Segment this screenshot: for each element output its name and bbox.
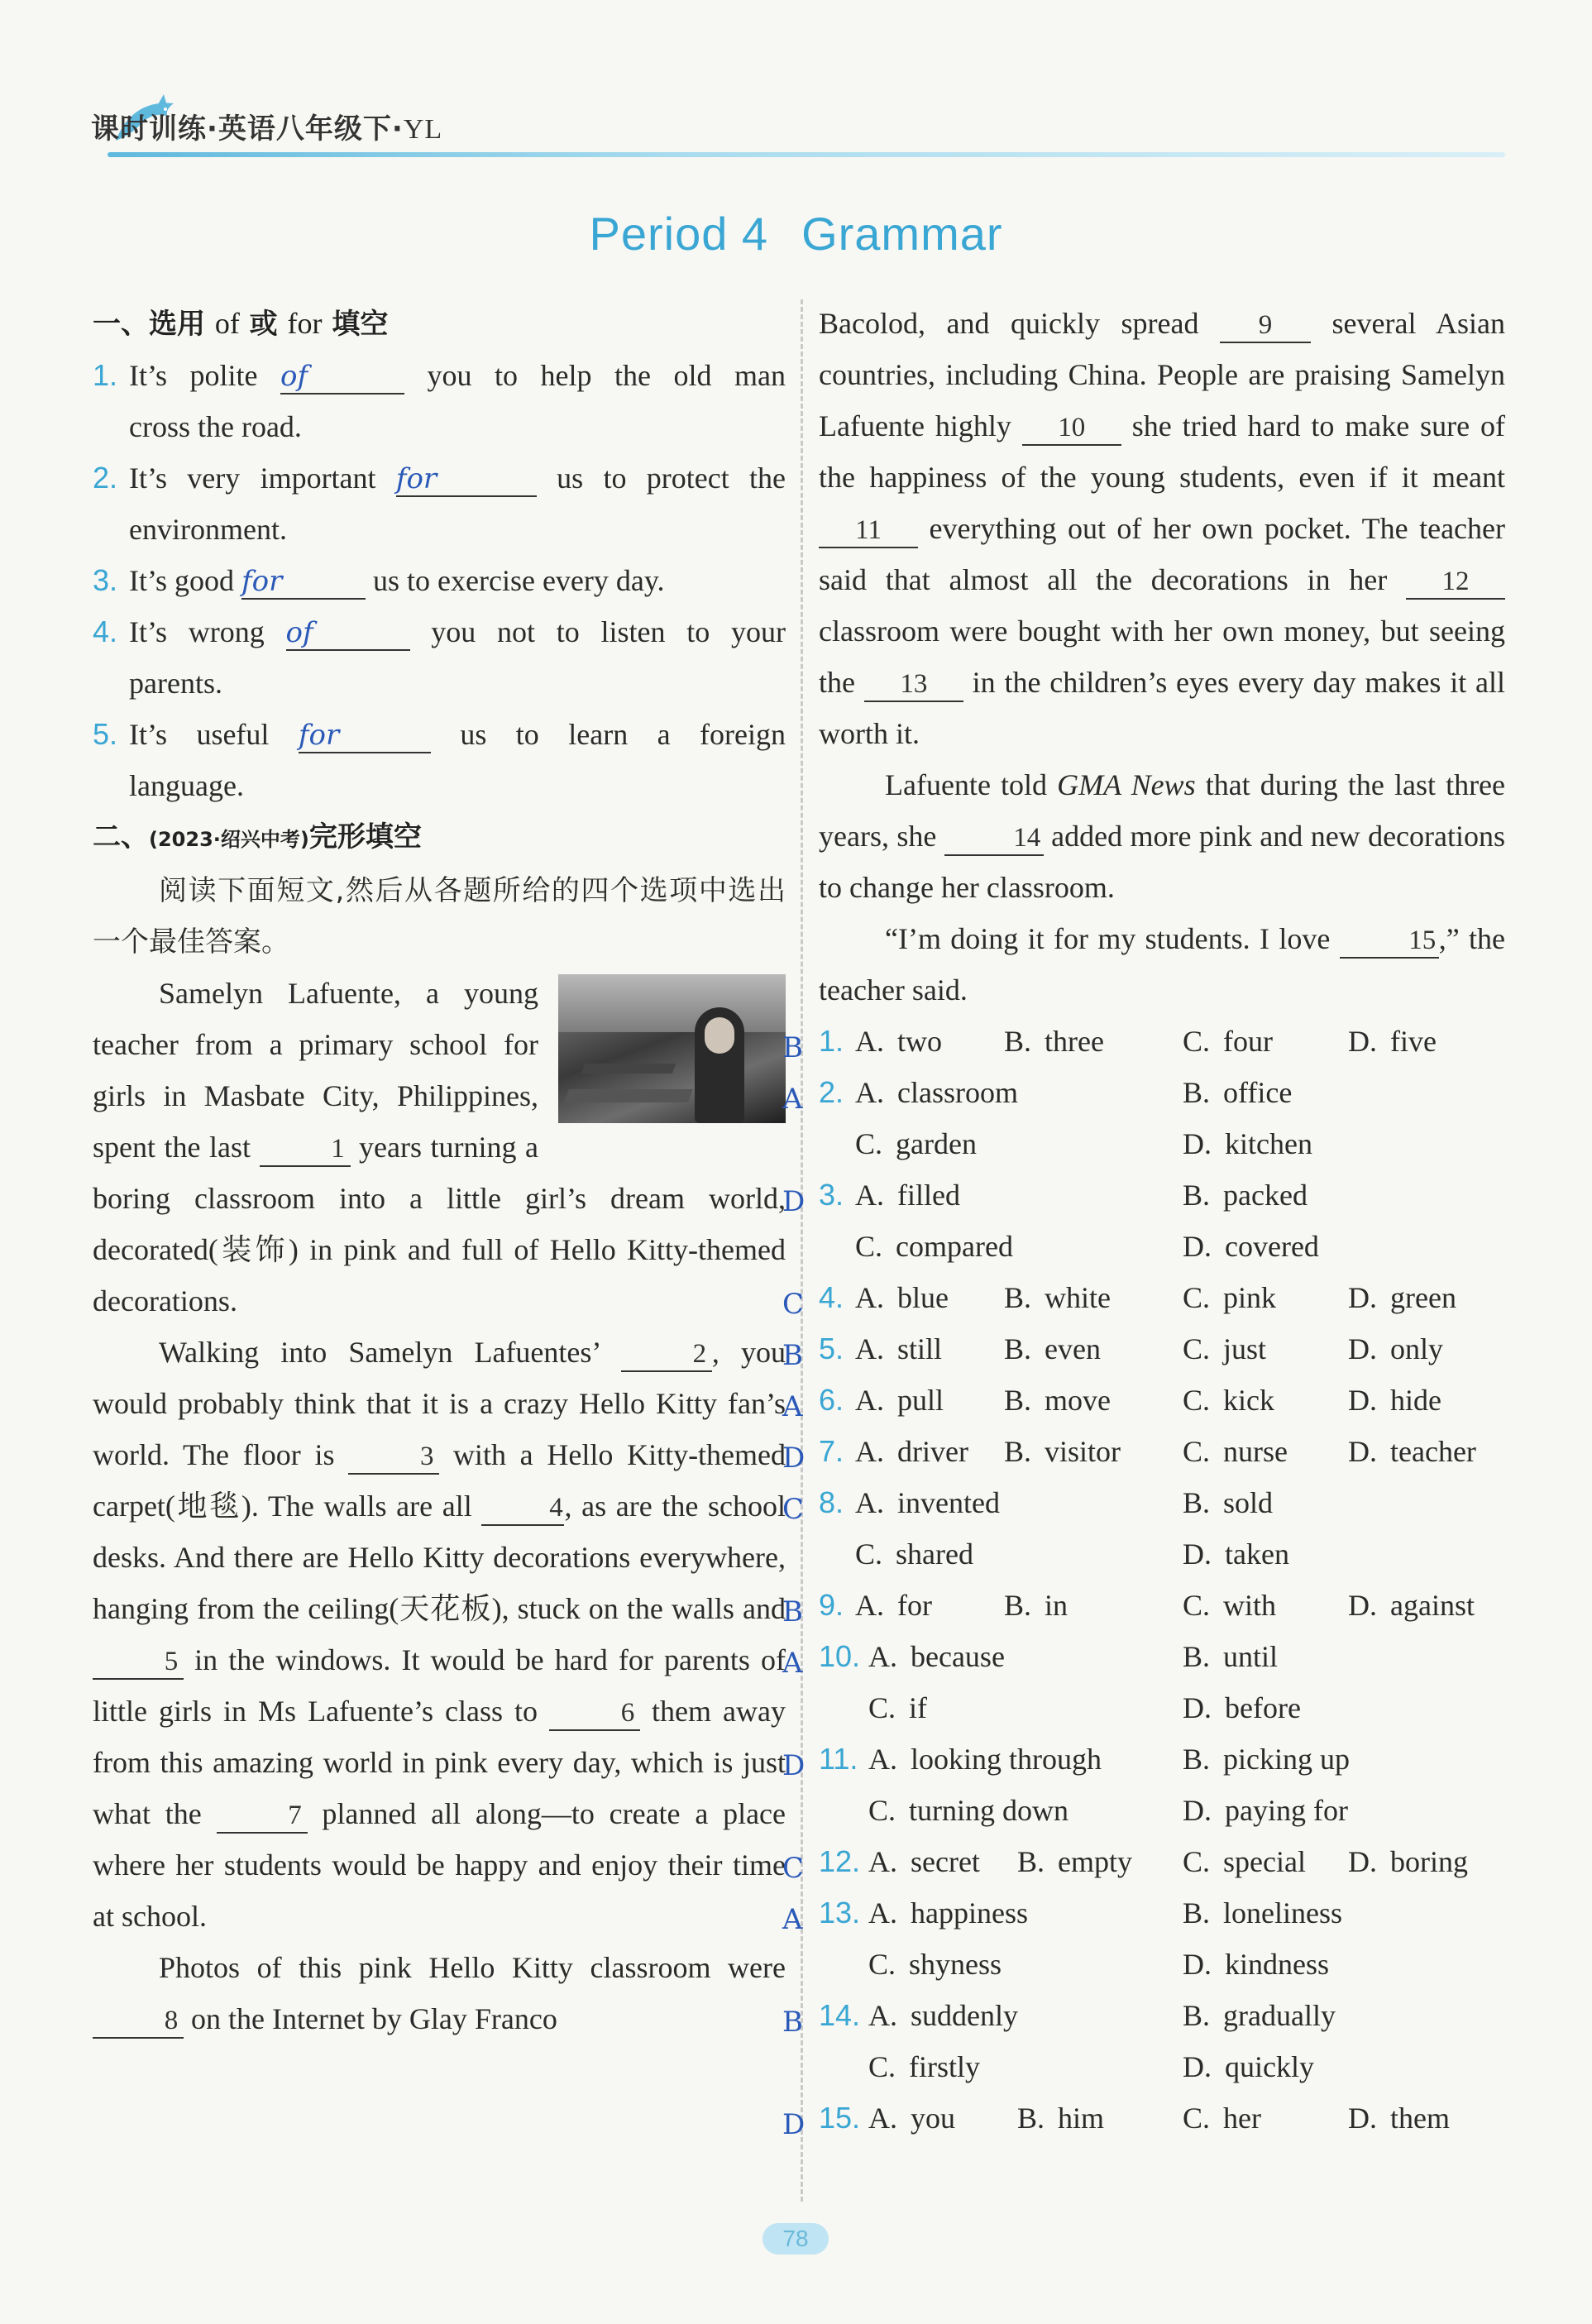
cloze-blank-5[interactable]: 5 — [93, 1645, 184, 1680]
option-d[interactable]: D. teacher — [1348, 1435, 1476, 1468]
question-number: 8. — [819, 1485, 844, 1519]
passage-paragraph-1: Samelyn Lafuente, a young teacher from a primary school for girls in Masbate City, Philippines, spent the last 1 years turning a boring classroom into a little girl’s dream world, decorated(装饰) in pink and full of Hello Kitty-themed decorations. — [93, 968, 786, 1327]
question-10-row — [782, 1631, 1505, 1682]
question-4-row — [782, 1272, 1505, 1323]
option-b[interactable]: B. even — [1004, 1332, 1101, 1365]
passage-paragraph-3-start: Photos of this pink Hello Kitty classroom were 8 on the Internet by Glay Franco — [93, 1942, 786, 2044]
left-column — [93, 298, 786, 2044]
cloze-blank-12[interactable]: 12 — [1406, 565, 1505, 600]
cloze-blank-13[interactable]: 13 — [864, 667, 963, 702]
cloze-blank-2[interactable]: 2 — [621, 1337, 712, 1372]
option-a[interactable]: A. blue — [855, 1281, 949, 1314]
question-number: 4. — [819, 1280, 844, 1314]
option-b[interactable]: B. him — [1017, 2102, 1105, 2135]
option-b[interactable]: B. white — [1004, 1281, 1111, 1314]
option-a[interactable]: A. still — [855, 1332, 943, 1365]
cloze-blank-1[interactable]: 1 — [260, 1132, 351, 1167]
option-d[interactable]: D. kindness — [1183, 1948, 1329, 1981]
question-1-row — [782, 1016, 1505, 1067]
question-14-row — [782, 1990, 1505, 2041]
option-d[interactable]: D. quickly — [1183, 2050, 1314, 2083]
option-c[interactable]: C. just — [1183, 1332, 1267, 1365]
fill-item-4: 4. It’s wrong of you not to listen to your — [93, 614, 786, 649]
header-rule — [108, 152, 1505, 157]
option-c[interactable]: C. compared — [855, 1230, 1013, 1263]
answer-mark: D — [782, 1749, 806, 1782]
answer-mark: A — [782, 1390, 803, 1423]
question-6-row — [782, 1375, 1505, 1426]
option-b[interactable]: B. in — [1004, 1589, 1069, 1622]
question-number: 14. — [819, 1998, 861, 2032]
answer-mark: C — [782, 1493, 805, 1526]
option-d[interactable]: D. taken — [1183, 1537, 1289, 1571]
option-d[interactable]: D. paying for — [1183, 1794, 1348, 1827]
answer-blank[interactable]: for — [241, 564, 366, 600]
question-number: 12. — [819, 1844, 861, 1878]
question-8-row — [782, 1477, 1505, 1528]
question-number: 9. — [819, 1588, 844, 1622]
question-10-row2 — [819, 1682, 1505, 1733]
question-number: 5. — [819, 1332, 844, 1365]
question-3-row — [782, 1169, 1505, 1221]
option-c[interactable]: C. pink — [1183, 1281, 1277, 1314]
question-12-row — [782, 1836, 1505, 1887]
section2-heading: 二、(2023·绍兴中考)完形填空 — [93, 820, 422, 854]
option-a[interactable]: A. secret — [868, 1845, 980, 1878]
header-series: 课时训练·英语八年级下·YL — [91, 112, 443, 146]
option-a[interactable]: A. because — [868, 1640, 1005, 1673]
page-number: 78 — [763, 2223, 829, 2255]
cloze-blank-3[interactable]: 3 — [348, 1440, 439, 1475]
question-13-row2 — [819, 1939, 1505, 1990]
question-14-row2 — [819, 2041, 1505, 2092]
answer-mark: B — [782, 2006, 803, 2039]
option-c[interactable]: C. firstly — [868, 2050, 981, 2083]
question-9-row — [782, 1580, 1505, 1631]
answer-blank[interactable]: of — [286, 615, 410, 651]
option-c[interactable]: C. special — [1183, 1845, 1306, 1878]
answer-mark: B — [782, 1339, 803, 1372]
option-b[interactable]: B. visitor — [1004, 1435, 1121, 1468]
question-7-row — [782, 1426, 1505, 1477]
option-d[interactable]: D. covered — [1183, 1230, 1319, 1263]
option-b[interactable]: B. until — [1183, 1640, 1279, 1673]
option-d[interactable]: D. kitchen — [1183, 1127, 1312, 1160]
answer-mark: C — [782, 1288, 805, 1321]
option-a[interactable]: A. suddenly — [868, 1999, 1018, 2032]
fill-item-5-cont: language. — [129, 769, 244, 802]
cloze-blank-9[interactable]: 9 — [1220, 308, 1311, 343]
title-period: Period 4 — [589, 208, 769, 260]
option-c[interactable]: C. garden — [855, 1127, 977, 1160]
option-a[interactable]: A. pull — [855, 1384, 944, 1417]
question-2-row2 — [819, 1118, 1505, 1169]
cloze-blank-10[interactable]: 10 — [1022, 411, 1121, 446]
right-column — [782, 298, 1506, 2144]
option-a[interactable]: A. for — [855, 1589, 932, 1622]
option-c[interactable]: C. her — [1183, 2102, 1261, 2135]
answer-mark: B — [782, 1595, 803, 1628]
option-c[interactable]: C. kick — [1183, 1384, 1274, 1417]
option-b[interactable]: B. loneliness — [1183, 1896, 1342, 1929]
option-d[interactable]: D. against — [1348, 1589, 1475, 1622]
option-d[interactable]: D. before — [1183, 1691, 1301, 1724]
cloze-blank-4[interactable]: 4 — [481, 1491, 564, 1526]
section2-instruction: 阅读下面短文,然后从各题所给的四个选项中选出一个最佳答案。 — [93, 874, 786, 959]
option-b[interactable]: B. empty — [1017, 1845, 1132, 1878]
option-b[interactable]: B. office — [1183, 1076, 1293, 1109]
cloze-blank-6[interactable]: 6 — [549, 1696, 640, 1731]
fill-item-3: 3. It’s good for us to exercise every day. — [93, 563, 665, 598]
question-number: 10. — [819, 1639, 861, 1673]
answer-mark: C — [782, 1852, 805, 1885]
cloze-blank-14[interactable]: 14 — [944, 821, 1044, 856]
fill-item-2: 2. It’s very important for us to protect the — [93, 461, 786, 495]
cloze-blank-11[interactable]: 11 — [819, 514, 918, 548]
option-b[interactable]: B. gradually — [1183, 1999, 1336, 2032]
question-11-row2 — [819, 1785, 1505, 1836]
option-b[interactable]: B. picking up — [1183, 1743, 1350, 1776]
fill-item-4-cont: parents. — [129, 667, 222, 700]
option-a[interactable]: A. driver — [855, 1435, 968, 1468]
option-a[interactable]: A. filled — [855, 1179, 960, 1212]
answer-mark: A — [782, 1647, 803, 1680]
option-d[interactable]: D. boring — [1348, 1845, 1468, 1878]
cloze-blank-7[interactable]: 7 — [217, 1799, 308, 1834]
question-number: 3. — [819, 1178, 844, 1212]
option-a[interactable]: A. invented — [855, 1486, 1000, 1519]
question-number: 7. — [819, 1434, 844, 1468]
option-d[interactable]: D. hide — [1348, 1384, 1441, 1417]
answer-mark: D — [782, 2108, 806, 2141]
option-a[interactable]: A. happiness — [868, 1896, 1028, 1929]
question-number: 6. — [819, 1383, 844, 1417]
option-d[interactable]: D. them — [1348, 2102, 1450, 2135]
answer-mark: A — [782, 1903, 803, 1936]
section1-heading: 一、选用 of 或 for 填空 — [93, 307, 389, 341]
option-b[interactable]: B. sold — [1183, 1486, 1274, 1519]
passage-paragraph-5: “I’m doing it for my students. I love 15,” the teacher said. — [819, 922, 1506, 1007]
option-a[interactable]: A. you — [868, 2102, 955, 2135]
answer-mark: D — [782, 1442, 806, 1475]
option-d[interactable]: D. green — [1348, 1281, 1456, 1314]
option-c[interactable]: C. turning down — [868, 1794, 1069, 1827]
option-b[interactable]: B. three — [1004, 1025, 1104, 1058]
fill-item-1-cont: cross the road. — [129, 410, 302, 443]
question-number: 13. — [819, 1896, 861, 1929]
option-b[interactable]: B. move — [1004, 1384, 1111, 1417]
option-c[interactable]: C. if — [868, 1691, 928, 1724]
question-number: 15. — [819, 2101, 861, 2135]
option-c[interactable]: C. with — [1183, 1589, 1277, 1622]
answer-mark: D — [782, 1185, 806, 1218]
option-c[interactable]: C. shyness — [868, 1948, 1002, 1981]
option-b[interactable]: B. packed — [1183, 1179, 1308, 1212]
option-c[interactable]: C. shared — [855, 1537, 973, 1571]
question-11-row — [782, 1733, 1505, 1785]
answer-blank[interactable]: for — [396, 461, 537, 497]
option-a[interactable]: A. looking through — [868, 1743, 1102, 1776]
fill-item-5: 5. It’s useful for us to learn a foreign — [93, 717, 786, 752]
fill-item-1: 1. It’s polite of you to help the old man — [93, 358, 786, 393]
question-number: 2. — [819, 1075, 844, 1109]
classroom-photo — [558, 974, 786, 1123]
option-a[interactable]: A. two — [855, 1025, 942, 1058]
question-2-row — [782, 1067, 1505, 1118]
page-title — [0, 207, 1592, 261]
option-a[interactable]: A. classroom — [855, 1076, 1018, 1109]
question-number: 11. — [819, 1742, 858, 1776]
question-15-row — [782, 2092, 1505, 2144]
option-c[interactable]: C. four — [1183, 1025, 1273, 1058]
passage-paragraph-3-cont: Bacolod, and quickly spread 9 several Asian countries, including China. People are praising Samelyn Lafuente highly 10 she tried hard to make sure of the happiness of the young students, even if it meant 11 everything out of her own pocket. The teacher said that almost all the decorations in her 12 classroom were bought with her own money, but seeing the 13 in the children’s eyes every day makes it all worth it. — [819, 307, 1506, 750]
cloze-blank-15[interactable]: 15 — [1340, 924, 1439, 959]
answer-blank[interactable]: for — [299, 718, 431, 753]
cloze-blank-8[interactable]: 8 — [93, 2004, 184, 2039]
option-d[interactable]: D. five — [1348, 1025, 1437, 1058]
question-3-row2 — [819, 1221, 1505, 1272]
question-5-row — [782, 1323, 1505, 1375]
fill-item-2-cont: environment. — [129, 513, 287, 546]
answer-mark: B — [782, 1031, 803, 1064]
option-d[interactable]: D. only — [1348, 1332, 1444, 1365]
answer-mark: A — [782, 1083, 803, 1116]
question-8-row2 — [819, 1528, 1505, 1580]
question-13-row — [782, 1887, 1505, 1939]
question-number: 1. — [819, 1024, 844, 1058]
answer-blank[interactable]: of — [280, 359, 404, 395]
passage-paragraph-4: Lafuente told GMA News that during the last three years, she 14 added more pink and new decorations to change her classroom. — [819, 768, 1506, 904]
option-c[interactable]: C. nurse — [1183, 1435, 1288, 1468]
passage-paragraph-2: Walking into Samelyn Lafuentes’ 2 , you would probably think that it is a crazy Hello Kitty fan’s world. The floor is 3 with a Hello Kitty-themed carpet(地毯). The walls are all 4, as are the school desks. And there are Hello Kitty decorations everywhere, hanging from the ceiling(天花板), stuck on the walls and 5 in the windows. It would be hard for parents of little girls in Ms Lafuente’s class to 6 them away from this amazing world in pink every day, which is just what the 7 planned all along—to create a place where her students would be happy and enjoy their time at school. — [93, 1336, 786, 1933]
title-topic: Grammar — [801, 208, 1003, 260]
question-options — [782, 1016, 1505, 2144]
